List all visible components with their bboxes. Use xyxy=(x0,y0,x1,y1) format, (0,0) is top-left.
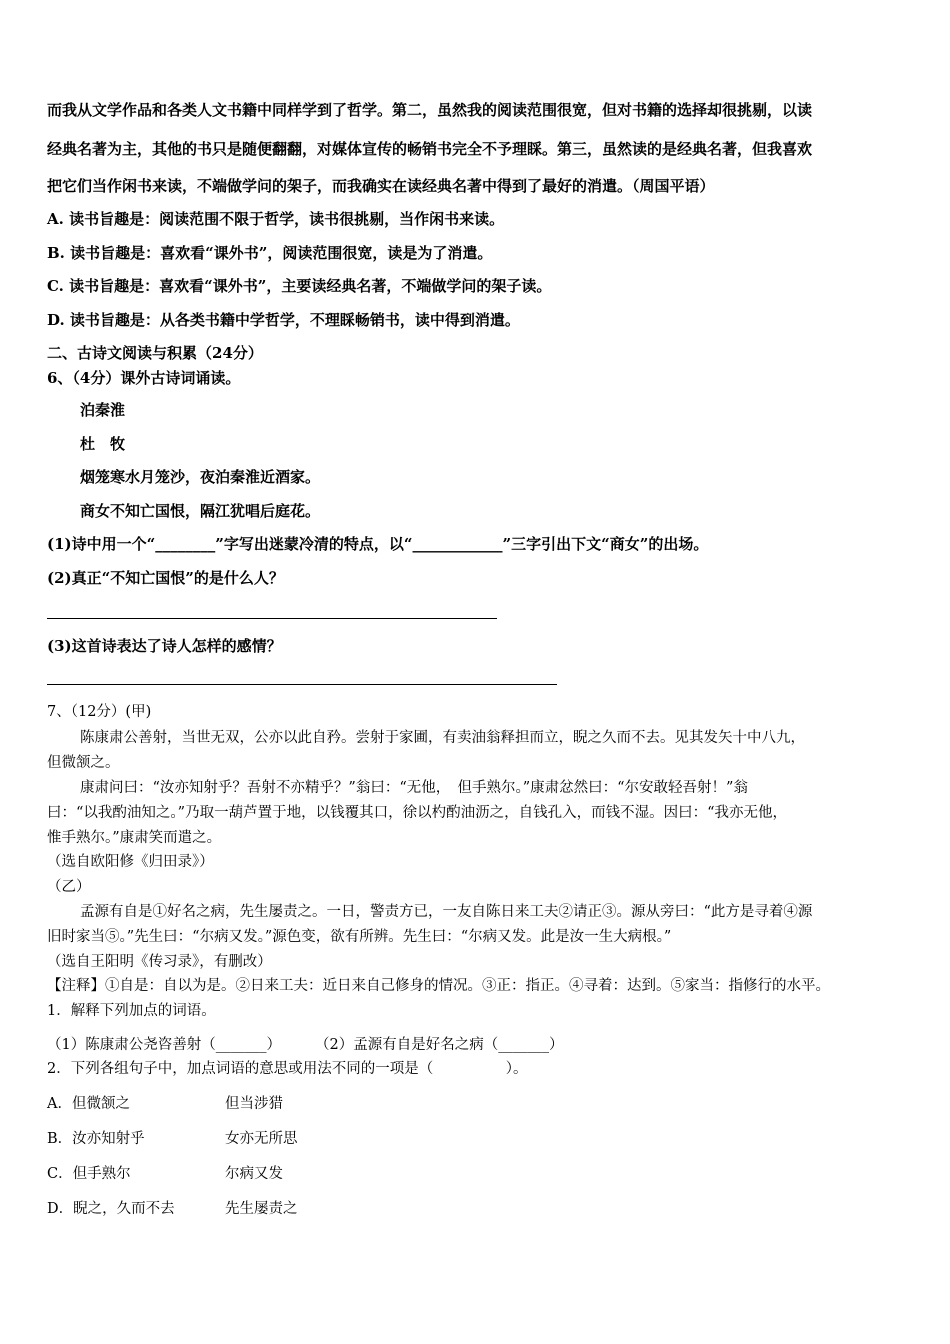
q7-sub1-header: 1．解释下列加点的词语。 xyxy=(47,1003,216,1019)
choice-left: B．汝亦知射乎 xyxy=(47,1131,145,1147)
jia-p1-line-2: 但微颔之。 xyxy=(47,755,120,771)
jia-p2-line-2: 曰：“以我酌油知之。”乃取一葫芦置于地，以钱覆其口，徐以杓酌油沥之，自钱孔入，而钱不湿。因曰：“我亦无他， xyxy=(47,805,787,821)
answer-line-2[interactable] xyxy=(47,618,497,619)
jia-p2-line-3: 惟手熟尔。”康肃笑而遣之。 xyxy=(47,830,222,846)
choice-left: C．但手熟尔 xyxy=(47,1166,131,1182)
yi-label: （乙） xyxy=(47,879,91,895)
q7-sub1-items xyxy=(47,1035,563,1055)
poem-title: 泊秦淮 xyxy=(80,401,126,419)
q7-sub1-item-2[interactable]: （2）孟源有自是好名之病（_______） xyxy=(314,1037,564,1053)
passage-line-3: 把它们当作闲书来读，不端做学问的架子，而我确实在读经典名著中得到了最好的消遣。（周国平语） xyxy=(47,177,715,195)
q6-subquestion-2: (2)真正“不知亡国恨”的是什么人？ xyxy=(47,569,284,587)
choice-right: 女亦无所思 xyxy=(225,1131,298,1147)
q6-header: 6、（4分）课外古诗词诵读。 xyxy=(47,369,241,387)
q7-sub2-header: 2．下列各组句子中，加点词语的意思或用法不同的一项是（ ）。 xyxy=(47,1061,528,1077)
jia-p2-line-1: 康肃问曰：“汝亦知射乎？吾射不亦精乎？”翁曰：“无他， 但手熟尔。”康肃忿然曰：“尔安敢轻吾射！”翁 xyxy=(80,780,748,796)
poem-line-1: 烟笼寒水月笼沙，夜泊秦淮近酒家。 xyxy=(80,468,321,486)
q6-subquestion-3: (3)这首诗表达了诗人怎样的感情？ xyxy=(47,637,282,655)
jia-source: （选自欧阳修《归田录》） xyxy=(47,854,214,870)
yi-line-2: 旧时家当⑤。”先生曰：“尔病又发。”源色变，欲有所辨。先生曰：“尔病又发。此是汝一生大病根。” xyxy=(47,929,672,945)
choice-right: 但当涉猎 xyxy=(225,1096,283,1112)
choice-right: 尔病又发 xyxy=(225,1166,283,1182)
q7-sub1-item-1[interactable]: （1）陈康肃公尧咨善射（_______） xyxy=(47,1037,281,1053)
yi-line-1: 孟源有自是①好名之病，先生屡责之。一日，警责方已，一友自陈日来工夫②请正③。源从旁曰：“此方是寻着④源 xyxy=(80,904,813,920)
choice-left: A．但微颔之 xyxy=(47,1096,130,1112)
passage-line-2: 经典名著为主，其他的书只是随便翻翻，对媒体宣传的畅销书完全不予理睬。第三，虽然读的是经典名著，但我喜欢 xyxy=(47,140,813,158)
jia-p1-line-1: 陈康肃公善射，当世无双，公亦以此自矜。尝射于家圃，有卖油翁释担而立，睨之久而不去。见其发矢十中八九， xyxy=(80,730,805,746)
choice-row[interactable] xyxy=(47,1164,283,1184)
q5-option-a[interactable]: A. 读书旨趣是：阅读范围不限于哲学，读书很挑剔，当作闲书来读。 xyxy=(47,210,505,228)
q7-header: 7、（12分）(甲) xyxy=(47,704,152,720)
q5-option-b[interactable]: B. 读书旨趣是：喜欢看“课外书”，阅读范围很宽，读是为了消遣。 xyxy=(47,244,493,262)
section-2-heading: 二、古诗文阅读与积累（24分） xyxy=(47,344,263,362)
choice-row[interactable] xyxy=(47,1129,298,1149)
poem-line-2: 商女不知亡国恨，隔江犹唱后庭花。 xyxy=(80,502,321,520)
q5-option-c[interactable]: C. 读书旨趣是：喜欢看“课外书”，主要读经典名著，不端做学问的架子读。 xyxy=(47,277,552,295)
answer-line-3[interactable] xyxy=(47,684,557,685)
annotation-notes: 【注释】①自是：自以为是。②日来工夫：近日来自己修身的情况。③正：指正。④寻着：达到。⑤家当：指修行的水平。 xyxy=(47,978,830,994)
q6-subquestion-1: (1)诗中用一个“________”字写出迷蒙冷清的特点，以“____________”三字引出下文“商女”的出场。 xyxy=(47,535,709,553)
choice-left: D．睨之，久而不去 xyxy=(47,1201,175,1217)
choice-row[interactable] xyxy=(47,1094,283,1114)
poem-author: 杜 牧 xyxy=(80,435,126,453)
passage-line-1: 而我从文学作品和各类人文书籍中同样学到了哲学。第二，虽然我的阅读范围很宽，但对书籍的选择却很挑剔，以读 xyxy=(47,101,813,119)
q5-option-d[interactable]: D. 读书旨趣是：从各类书籍中学哲学，不理睬畅销书，读中得到消遣。 xyxy=(47,311,520,329)
choice-right: 先生屡责之 xyxy=(225,1201,298,1217)
yi-source: （选自王阳明《传习录》，有删改） xyxy=(47,954,272,970)
choice-row[interactable] xyxy=(47,1199,298,1219)
